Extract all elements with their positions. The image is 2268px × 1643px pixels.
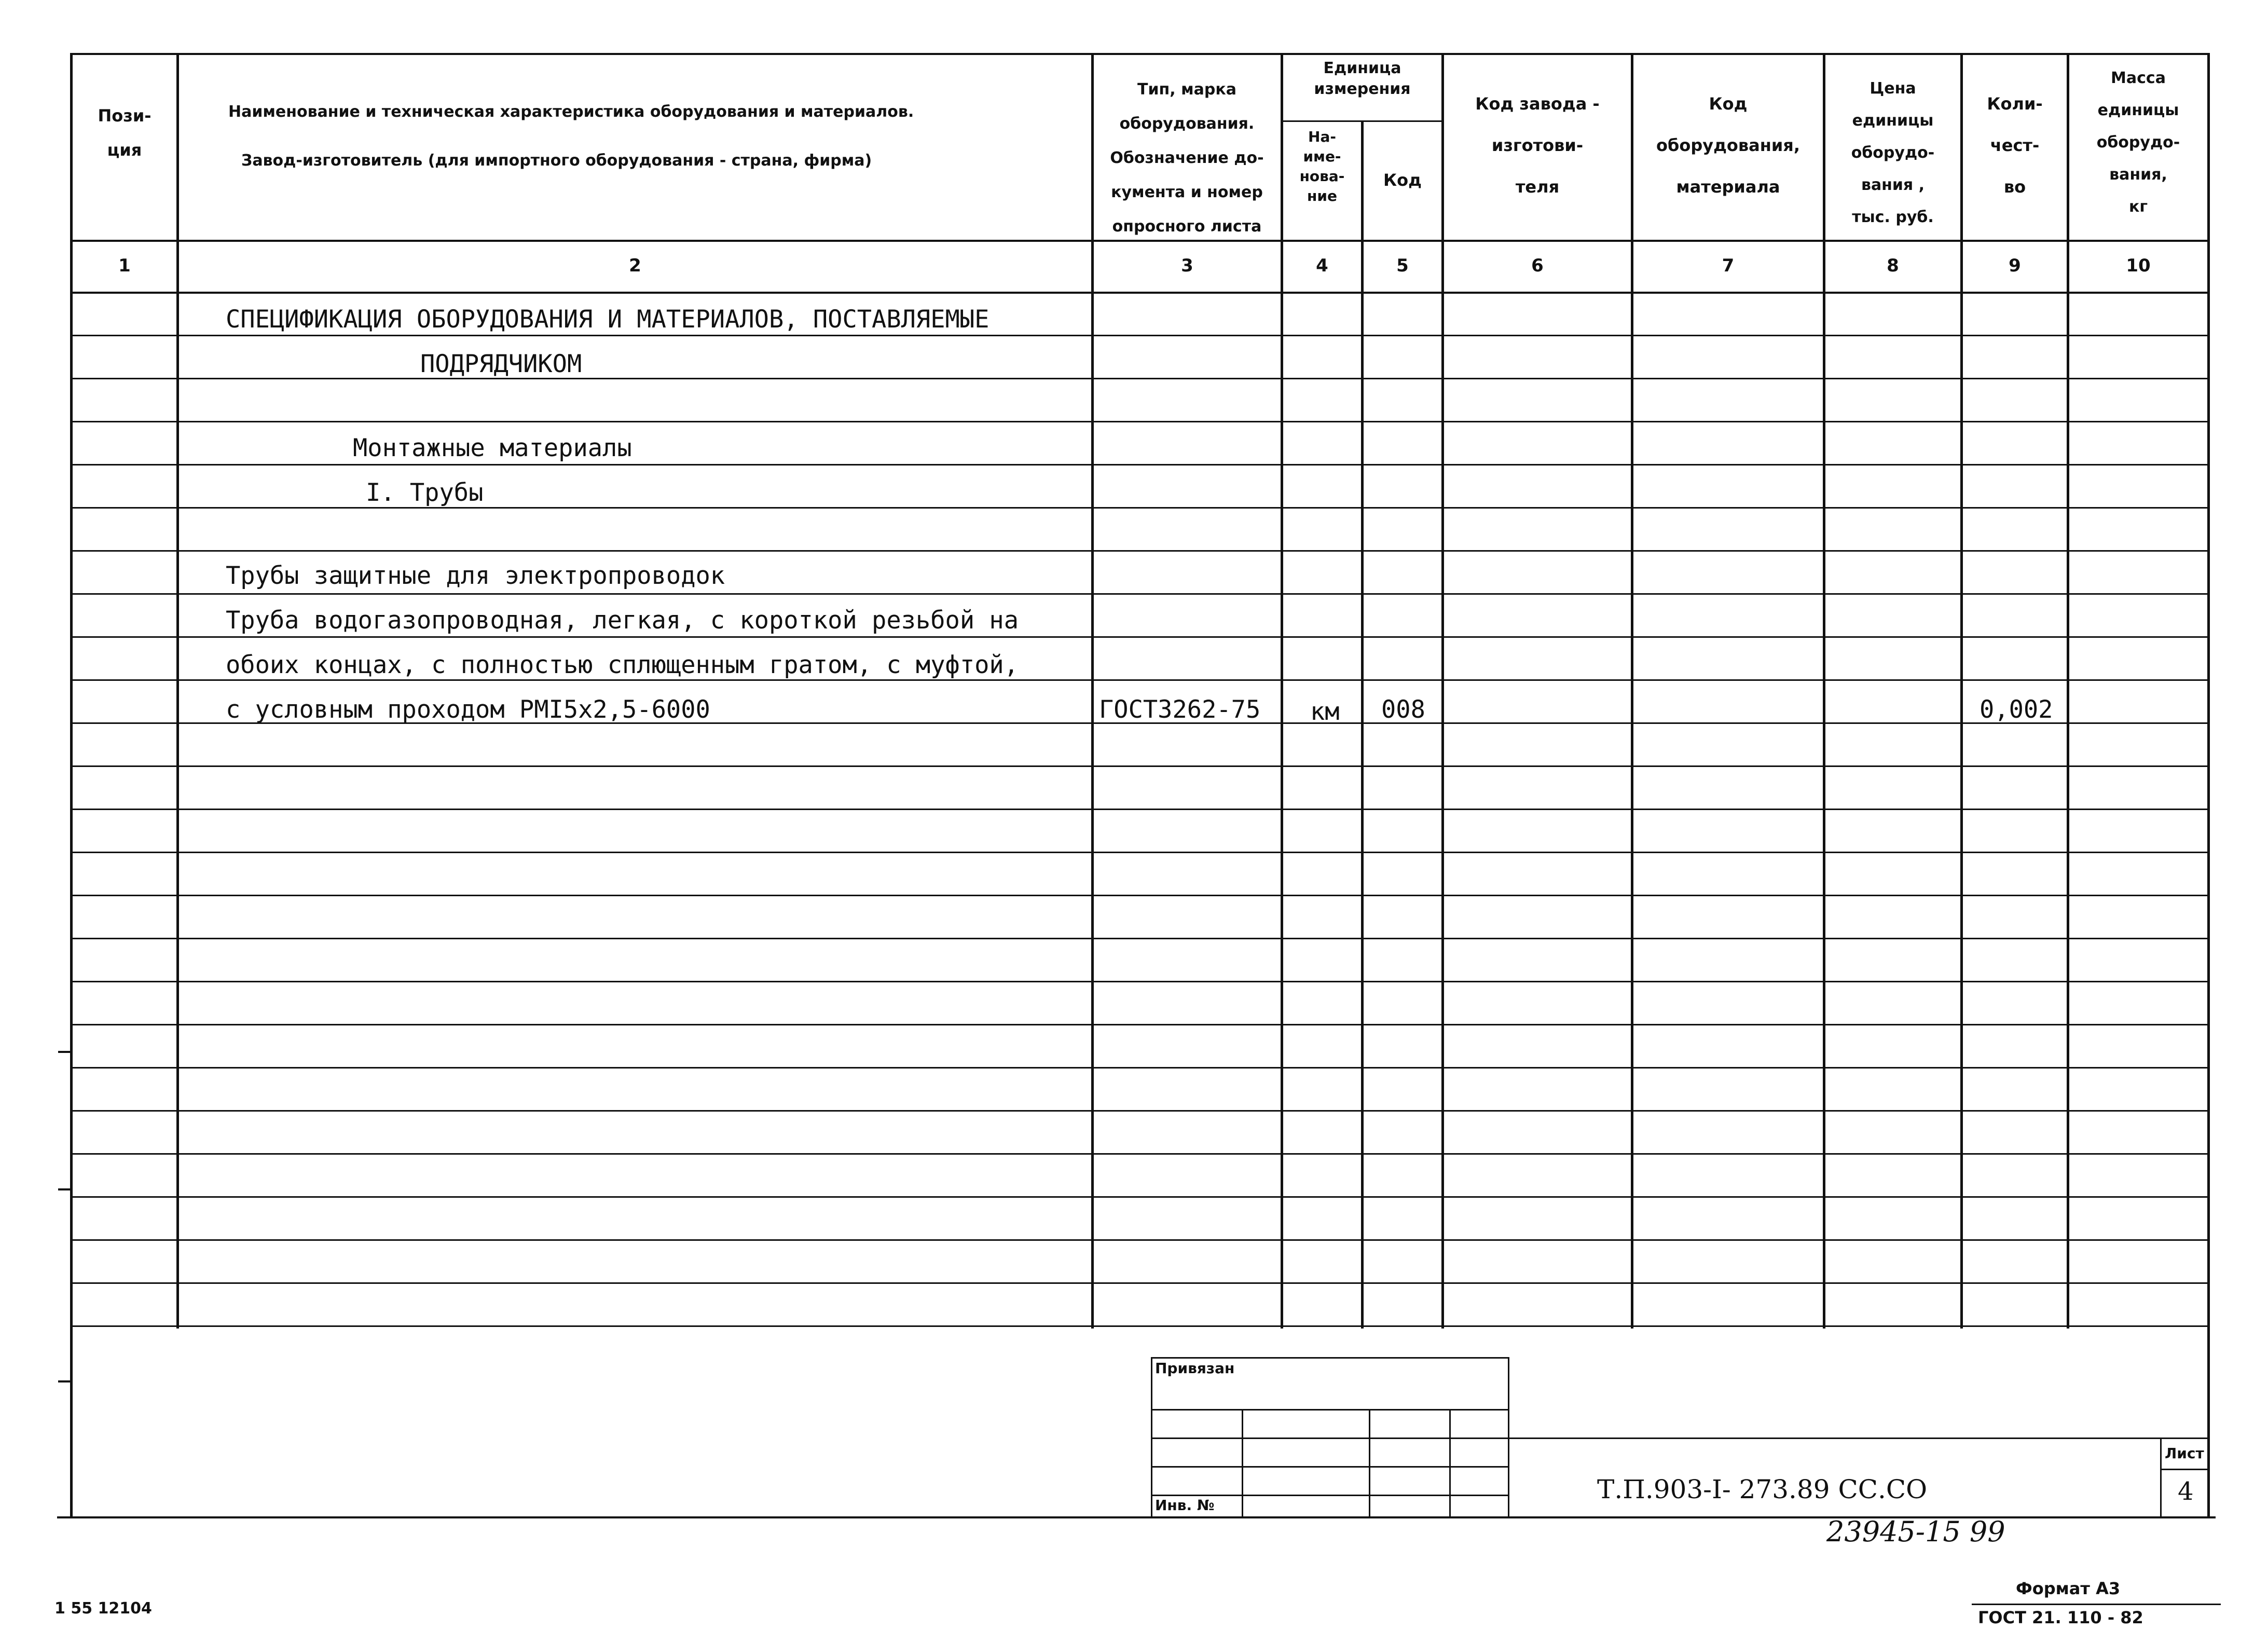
column-number-2: 2: [629, 255, 641, 276]
row-line: [70, 1239, 2210, 1241]
stamp-line-d: [1151, 1495, 1508, 1496]
header-col10-line: кг: [2128, 198, 2148, 216]
header-col3-line: опросного листа: [1112, 217, 1262, 236]
col-divider-9: [2067, 53, 2069, 1329]
col-divider-5: [1441, 53, 1444, 1329]
row-line: [70, 895, 2210, 896]
item-description-line3: с условным проходом РМI5х2,5-6000: [226, 695, 710, 724]
stamp-line-a: [1151, 1409, 1508, 1411]
footer-format: Формат А3: [2016, 1579, 2121, 1598]
header-col9-line: Коли-: [1987, 94, 2043, 114]
group-title: Трубы защитные для электропроводок: [226, 562, 725, 590]
sheet-number: 4: [2178, 1477, 2194, 1506]
footer-left-code: 1 55 12104: [54, 1599, 152, 1618]
item-quantity: 0,002: [1980, 695, 2053, 724]
header-col3: [1095, 73, 1279, 244]
header-col7-line: материала: [1676, 177, 1780, 197]
stamp-v3: [1369, 1409, 1370, 1516]
header-col4-line: ние: [1307, 187, 1337, 204]
header-col7-line: Код: [1709, 94, 1748, 114]
column-number-6: 6: [1531, 255, 1544, 276]
row-line: [70, 1067, 2210, 1069]
col-divider-7: [1823, 53, 1825, 1329]
row-line: [70, 1153, 2210, 1155]
header-unit-line: Единица: [1323, 59, 1401, 77]
frame-right: [2207, 53, 2210, 1516]
row-line: [70, 981, 2210, 982]
header-col6-line: теля: [1515, 177, 1560, 197]
column-number-9: 9: [2009, 255, 2021, 276]
stamp-tied-label: Привязан: [1155, 1360, 1235, 1377]
col-divider-2: [1091, 53, 1094, 1329]
row-line: [70, 1024, 2210, 1025]
row-line: [70, 378, 2210, 379]
header-col7-line: оборудования,: [1656, 135, 1800, 155]
header-col10-line: вания,: [2109, 166, 2167, 184]
header-col6: [1444, 83, 1631, 208]
header-col9: [1963, 83, 2067, 208]
frame-top: [70, 53, 2210, 55]
row-line: [70, 1325, 2210, 1327]
row-line: [70, 809, 2210, 810]
item-unit-name: км: [1310, 697, 1340, 726]
stamp-v5: [1508, 1357, 1509, 1516]
header-col2-line2: Завод-изготовитель (для импортного оборудования - страна, фирма): [241, 152, 872, 170]
row-line: [70, 1196, 2210, 1198]
col-divider-8: [1960, 53, 1963, 1329]
stamp-line-c: [1151, 1466, 1508, 1468]
stamp-line-b: [1151, 1437, 2209, 1439]
header-col3-line: кумента и номер: [1111, 183, 1263, 201]
column-number-3: 3: [1181, 255, 1193, 276]
header-col3-line: оборудования.: [1119, 115, 1255, 133]
spec-title-line2: ПОДРЯДЧИКОМ: [420, 350, 582, 378]
header-col5: Код: [1383, 170, 1422, 190]
sheet-box-left: [2160, 1437, 2162, 1516]
header-col8-line: оборудо-: [1851, 144, 1935, 162]
row-line: [70, 1110, 2210, 1112]
header-col6-line: Код завода -: [1475, 94, 1600, 114]
header-col3-line: Тип, марка: [1137, 80, 1236, 99]
column-number-8: 8: [1887, 255, 1899, 276]
column-number-1: 1: [118, 255, 131, 276]
row-line: [70, 550, 2210, 552]
sheet-label: Лист: [2165, 1445, 2204, 1462]
stamp-v1: [1151, 1357, 1152, 1516]
item-description-line2: обоих концах, с полностью сплющенным гратом, с муфтой,: [226, 651, 1019, 679]
spec-title-line1: СПЕЦИФИКАЦИЯ ОБОРУДОВАНИЯ И МАТЕРИАЛОВ, ПОСТАВЛЯЕМЫЕ: [226, 305, 989, 334]
header-col4-line: На-: [1308, 128, 1336, 145]
col-divider-1: [176, 53, 179, 1329]
footer-rule: [1972, 1604, 2221, 1605]
header-unit-group: [1283, 58, 1441, 100]
section-title: Монтажные материалы: [353, 434, 632, 462]
col-divider-3: [1281, 53, 1283, 1329]
header-col1: [73, 99, 176, 167]
item-document: ГОСТ3262-75: [1099, 695, 1261, 724]
header-col8-line: вания ,: [1861, 176, 1925, 194]
colnum-bottom: [70, 292, 2210, 294]
row-line: [70, 765, 2210, 767]
header-col2-line1: Наименование и техническая характеристика оборудования и материалов.: [228, 103, 914, 121]
col-divider-6: [1631, 53, 1633, 1329]
col-divider-4: [1361, 120, 1364, 1329]
header-col8: [1825, 73, 1960, 234]
item-description-line1: Труба водогазопроводная, легкая, с короткой резьбой на: [226, 606, 1019, 635]
document-code: Т.П.903-I- 273.89 СС.СО: [1597, 1474, 1928, 1504]
header-col1-line: ция: [107, 140, 142, 160]
row-line: [70, 421, 2210, 422]
column-number-4: 4: [1316, 255, 1328, 276]
header-col9-line: чест-: [1990, 135, 2040, 155]
header-col7: [1633, 83, 1823, 208]
header-col8-line: Цена: [1870, 79, 1916, 98]
header-col8-line: тыс. руб.: [1852, 208, 1934, 226]
header-col9-line: во: [2003, 177, 2026, 197]
column-number-5: 5: [1396, 255, 1409, 276]
header-col3-line: Обозначение до-: [1110, 149, 1264, 167]
margin-tick: [58, 1380, 72, 1382]
sheet-box-split: [2160, 1469, 2209, 1470]
row-line: [70, 938, 2210, 939]
stamp-inv-label: Инв. №: [1155, 1497, 1215, 1514]
handwritten-number: 23945-15 99: [1826, 1515, 2005, 1548]
header-col10-line: единицы: [2097, 101, 2179, 119]
column-number-10: 10: [2126, 255, 2151, 276]
row-line: [70, 852, 2210, 853]
header-col10: [2069, 62, 2207, 223]
header-col8-line: единицы: [1852, 112, 1934, 130]
stamp-top: [1151, 1357, 1508, 1359]
header-col10-line: Масса: [2111, 69, 2166, 87]
header-unit-line: измерения: [1314, 80, 1411, 98]
stamp-v4: [1449, 1409, 1451, 1516]
column-number-7: 7: [1722, 255, 1735, 276]
margin-tick: [58, 1051, 72, 1053]
stamp-v2: [1242, 1409, 1243, 1516]
header-col4-line: нова-: [1299, 168, 1345, 185]
margin-tick: [58, 1188, 72, 1190]
item-unit-code: 008: [1381, 695, 1425, 724]
footer-gost: ГОСТ 21. 110 - 82: [1978, 1608, 2143, 1627]
row-line: [70, 1282, 2210, 1284]
header-col4-line: име-: [1303, 148, 1341, 165]
header-col6-line: изготови-: [1491, 135, 1584, 155]
subsection-title: I. Трубы: [366, 478, 484, 507]
header-col10-line: оборудо-: [2096, 133, 2180, 152]
header-col1-line: Пози-: [98, 106, 152, 126]
header-col4: [1283, 127, 1361, 206]
